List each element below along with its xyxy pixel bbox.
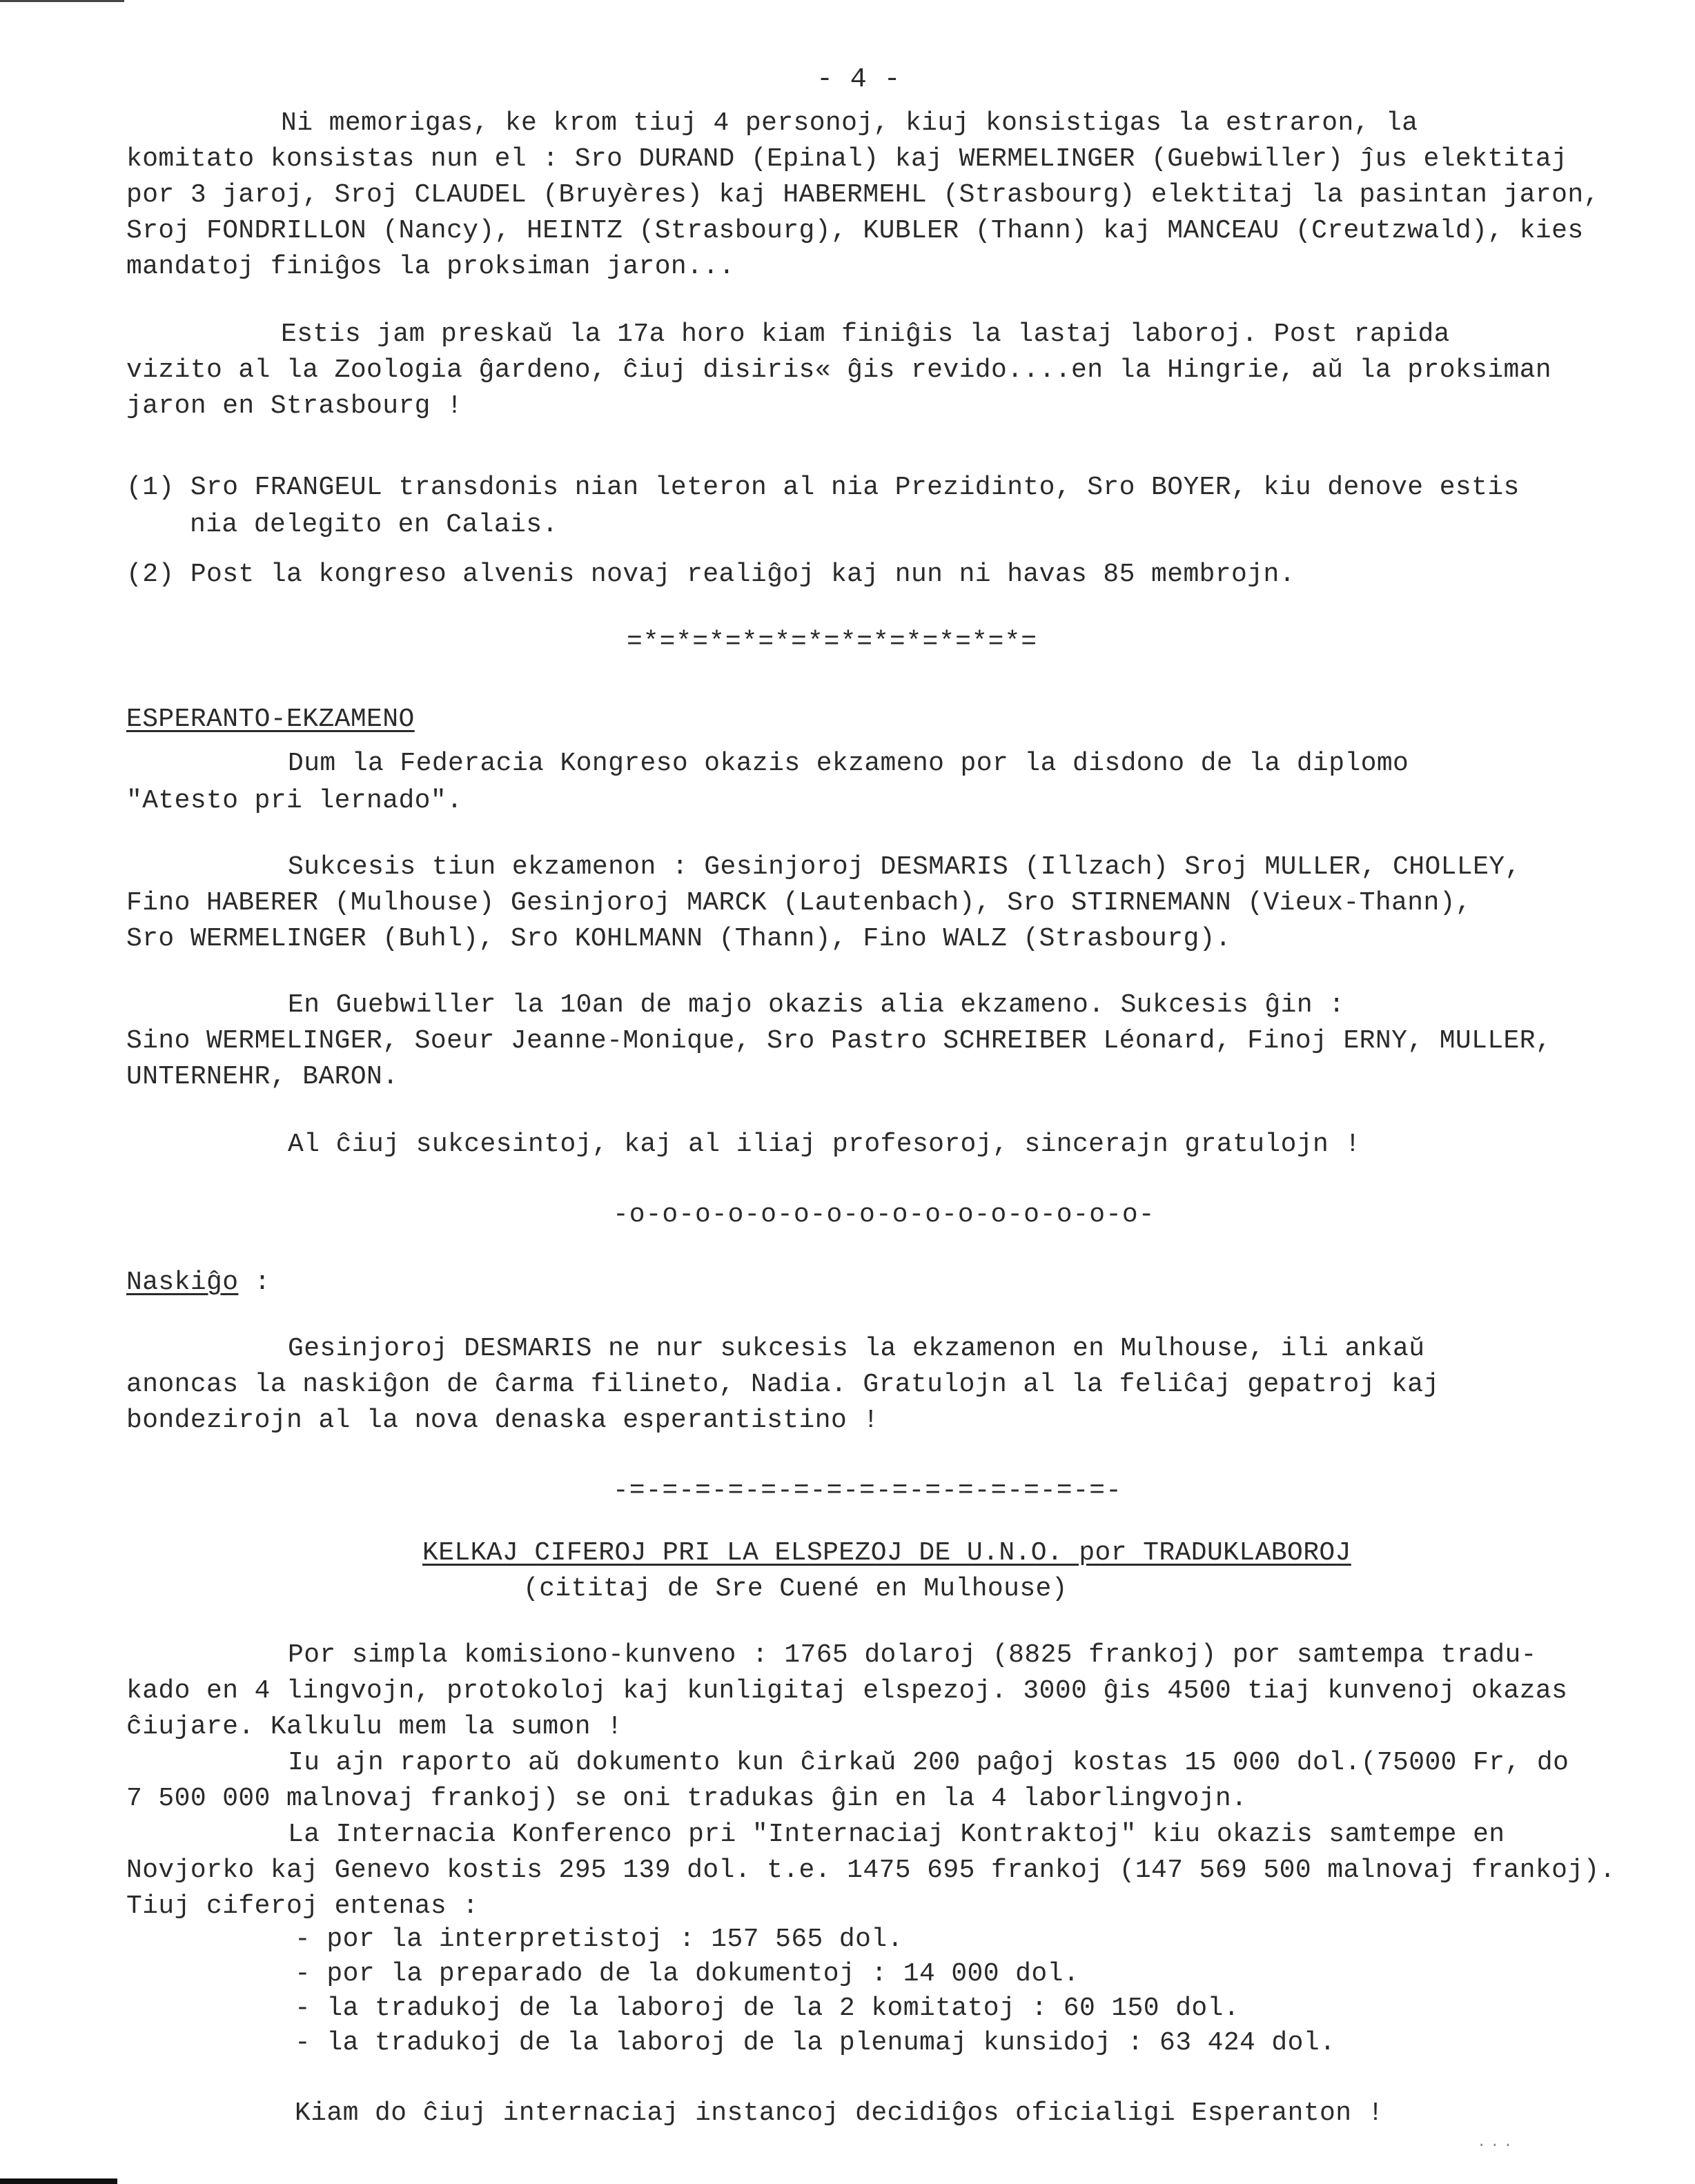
paragraph-line: Estis jam preskaŭ la 17a horo kiam finiĝis la lastaj laboroj. Post rapida — [281, 319, 1450, 349]
page-number: - 4 - — [816, 64, 901, 95]
footnote-line: (2) Post la kongreso alvenis novaj realiĝoj kaj nun ni havas 85 membrojn. — [126, 560, 1295, 589]
paragraph-line: "Atesto pri lernado". — [126, 786, 463, 816]
cost-item: - por la interpretistoj : 157 565 dol. — [295, 1925, 903, 1954]
paragraph-line: Ni memorigas, ke krom tiuj 4 personoj, kiuj konsistigas la estraron, la — [281, 108, 1418, 138]
separator: -o-o-o-o-o-o-o-o-o-o-o-o-o-o-o-o- — [613, 1200, 1155, 1230]
paragraph-line: komitato konsistas nun el : Sro DURAND (Epinal) kaj WERMELINGER (Guebwiller) ĵus elektitaj — [126, 144, 1568, 174]
paragraph-line: anoncas la naskiĝon de ĉarma filineto, Nadia. Gratulojn al la feliĉaj gepatroj kaj — [126, 1370, 1440, 1399]
paragraph-line: por 3 jaroj, Sroj CLAUDEL (Bruyères) kaj HABERMEHL (Strasbourg) elektitaj la pasintan jaron, — [126, 180, 1600, 210]
footnote-line: nia delegito en Calais. — [190, 510, 558, 540]
separator: =*=*=*=*=*=*=*=*=*=*=*=*= — [627, 627, 1038, 657]
paragraph-line: Dum la Federacia Kongreso okazis ekzameno por la disdono de la diplomo — [288, 749, 1409, 778]
paragraph-line: vizito al la Zoologia ĝardeno, ĉiuj disiris« ĝis revido....en la Hingrie, aŭ la proksiman — [126, 355, 1552, 385]
paragraph-line: Por simpla komisiono-kunveno : 1765 dolaroj (8825 frankoj) por samtempa tradu- — [288, 1640, 1537, 1670]
paragraph-line: 7 500 000 malnovaj frankoj) se oni tradukas ĝin en la 4 laborlingvojn. — [126, 1784, 1248, 1813]
costs-subheading: (cititaj de Sre Cuené en Mulhouse) — [523, 1574, 1068, 1604]
birth-heading: Naskiĝo — [126, 1268, 239, 1297]
exam-heading: ESPERANTO-EKZAMENO — [126, 705, 415, 734]
paragraph-line: jaron en Strasbourg ! — [126, 391, 463, 421]
trailing-dots: ... — [1477, 2134, 1517, 2151]
paragraph-line: ĉiujare. Kalkulu mem la sumon ! — [126, 1712, 623, 1742]
paragraph-line: Al ĉiuj sukcesintoj, kaj al iliaj profesoroj, sincerajn gratulojn ! — [288, 1130, 1361, 1159]
birth-heading-line — [126, 1270, 271, 1296]
paragraph-line: kado en 4 lingvojn, protokoloj kaj kunligitaj elspezoj. 3000 ĝis 4500 tiaj kunvenoj okazas — [126, 1676, 1568, 1706]
paragraph-line: En Guebwiller la 10an de majo okazis alia ekzameno. Sukcesis ĝin : — [288, 990, 1345, 1020]
footnote-line: (1) Sro FRANGEUL transdonis nian leteron al nia Prezidinto, Sro BOYER, kiu denove estis — [126, 473, 1520, 502]
top-edge-line — [0, 0, 124, 2]
birth-heading-colon: : — [238, 1268, 271, 1297]
cost-item: - la tradukoj de la laboroj de la 2 komitatoj : 60 150 dol. — [295, 1994, 1240, 2023]
paragraph-line: La Internacia Konferenco pri "Internaciaj Kontraktoj" kiu okazis samtempe en — [288, 1820, 1505, 1849]
paragraph-line: Iu ajn raporto aŭ dokumento kun ĉirkaŭ 200 paĝoj kostas 15 000 dol.(75000 Fr, do — [288, 1748, 1569, 1778]
paragraph-line: Sro WERMELINGER (Buhl), Sro KOHLMANN (Thann), Fino WALZ (Strasbourg). — [126, 924, 1232, 954]
paragraph-line: Fino HABERER (Mulhouse) Gesinjoroj MARCK (Lautenbach), Sro STIRNEMANN (Vieux-Thann), — [126, 888, 1472, 918]
paragraph-line: Sukcesis tiun ekzamenon : Gesinjoroj DESMARIS (Illzach) Sroj MULLER, CHOLLEY, — [288, 852, 1521, 882]
paragraph-line: UNTERNEHR, BARON. — [126, 1062, 399, 1092]
cost-item: - la tradukoj de la laboroj de la plenumaj kunsidoj : 63 424 dol. — [295, 2028, 1336, 2058]
paragraph-line: Sroj FONDRILLON (Nancy), HEINTZ (Strasbourg), KUBLER (Thann) kaj MANCEAU (Creutzwald), kies — [126, 216, 1584, 246]
closing-line: Kiam do ĉiuj internaciaj instancoj decidiĝos oficialigi Esperanton ! — [295, 2098, 1384, 2128]
paragraph-line: Novjorko kaj Genevo kostis 295 139 dol. t.e. 1475 695 frankoj (147 569 500 malnovaj frankoj). — [126, 1856, 1616, 1885]
separator: -=-=-=-=-=-=-=-=-=-=-=-=-=-=-=- — [613, 1476, 1122, 1506]
costs-heading: KELKAJ CIFEROJ PRI LA ELSPEZOJ DE U.N.O. por TRADUKLABOROJ — [422, 1538, 1351, 1568]
paragraph-line: Tiuj ciferoj entenas : — [126, 1891, 479, 1921]
paragraph-line: mandatoj finiĝos la proksiman jaron... — [126, 252, 735, 282]
paragraph-line: bondezirojn al la nova denaska esperantistino ! — [126, 1406, 879, 1435]
cost-item: - por la preparado de la dokumentoj : 14 000 dol. — [295, 1959, 1079, 1989]
paragraph-line: Sino WERMELINGER, Soeur Jeanne-Monique, Sro Pastro SCHREIBER Léonard, Finoj ERNY, MULLER, — [126, 1026, 1552, 1056]
paragraph-line: Gesinjoroj DESMARIS ne nur sukcesis la ekzamenon en Mulhouse, ili ankaŭ — [288, 1334, 1425, 1364]
bottom-edge-mark — [0, 2178, 117, 2184]
